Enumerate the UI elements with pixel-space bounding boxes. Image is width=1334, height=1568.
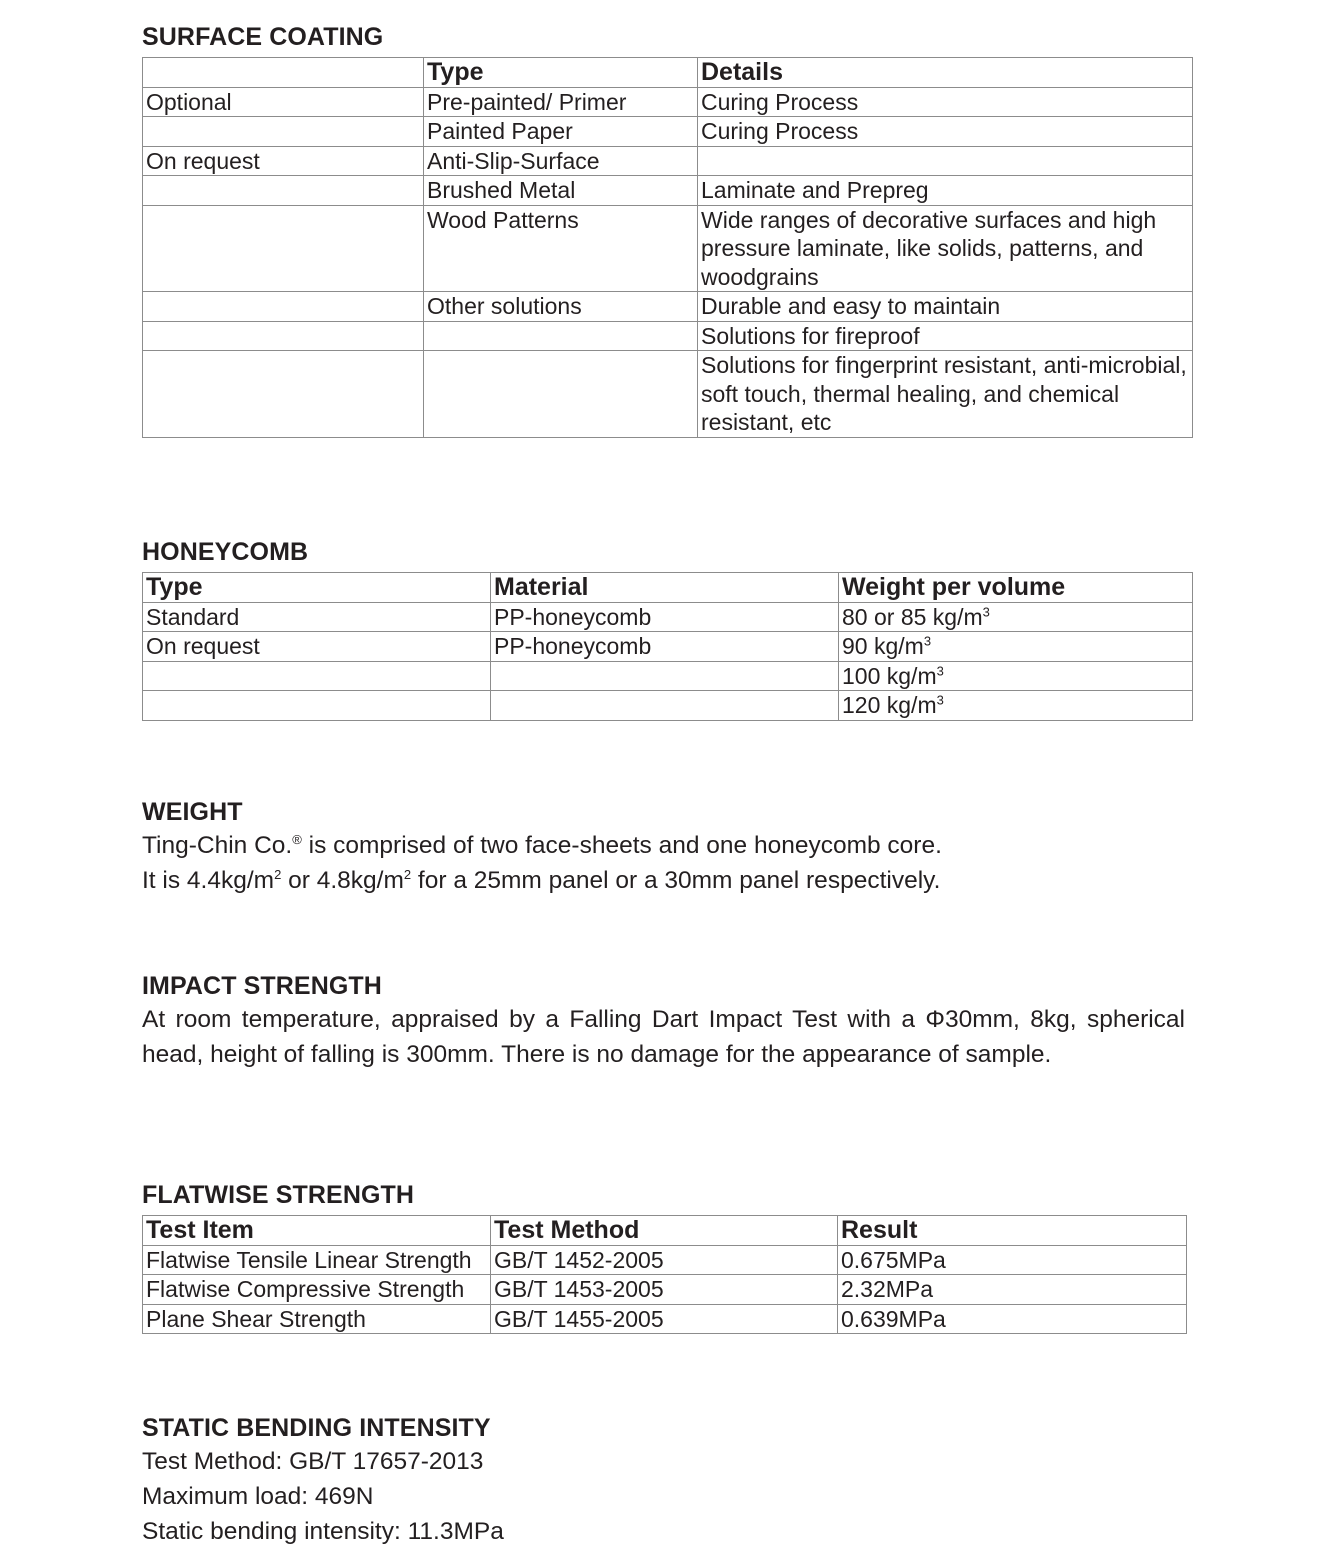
table-row (143, 691, 1193, 721)
weight-line-1 (142, 828, 942, 863)
static-bending-line: Test Method: GB/T 17657-2013 (142, 1448, 484, 1475)
table-cell: Curing Process (698, 117, 1193, 147)
table-row (143, 1245, 1187, 1275)
header-cell: Type (424, 58, 698, 88)
header-cell (143, 58, 424, 88)
header-cell: Weight per volume (839, 573, 1193, 603)
table-cell (839, 661, 1193, 691)
table-cell: Standard (143, 602, 491, 632)
weight-value: 120 kg/m (842, 692, 937, 718)
honeycomb-title: HONEYCOMB (142, 538, 309, 566)
table-row (143, 87, 1193, 117)
table-header-row (143, 573, 1193, 603)
table-cell: On request (143, 146, 424, 176)
table-row (143, 292, 1193, 322)
table-cell: Wood Patterns (424, 205, 698, 292)
table-cell: GB/T 1452-2005 (491, 1245, 838, 1275)
honeycomb-table (142, 572, 1193, 721)
header-cell: Test Item (143, 1216, 491, 1246)
table-cell (491, 661, 839, 691)
text-run: is comprised of two face-sheets and one honeycomb core. (301, 832, 942, 859)
static-bending-title: STATIC BENDING INTENSITY (142, 1414, 491, 1442)
table-cell: PP-honeycomb (491, 602, 839, 632)
table-cell: Optional (143, 87, 424, 117)
table-cell (143, 176, 424, 206)
table-cell (698, 146, 1193, 176)
superscript: 3 (923, 633, 932, 649)
text-run: or 4.8kg/m (281, 867, 404, 894)
superscript: 3 (936, 662, 944, 678)
honeycomb-section (142, 537, 1193, 721)
table-cell: PP-honeycomb (491, 632, 839, 662)
flatwise-strength-table (142, 1215, 1187, 1334)
table-cell (143, 691, 491, 721)
impact-strength-title: IMPACT STRENGTH (142, 972, 382, 1000)
table-cell: Wide ranges of decorative surfaces and high pressure laminate, like solids, patterns, and woodgrains (698, 205, 1193, 292)
table-row (143, 661, 1193, 691)
table-row (143, 351, 1193, 438)
surface-coating-table (142, 57, 1193, 438)
table-cell (143, 117, 424, 147)
header-cell: Details (698, 58, 1193, 88)
static-bending-line: Static bending intensity: 11.3MPa (142, 1518, 504, 1545)
table-cell: Flatwise Compressive Strength (143, 1275, 491, 1305)
impact-strength-text: At room temperature, appraised by a Falling Dart Impact Test with a Φ30mm, 8kg, spherical head, height of falling is 300mm. There is no damage for the appearance of sample. (142, 1006, 1185, 1068)
header-cell: Test Method (491, 1216, 838, 1246)
table-cell: 0.675MPa (838, 1245, 1187, 1275)
table-cell: Flatwise Tensile Linear Strength (143, 1245, 491, 1275)
text-run: Ting-Chin Co. (142, 832, 293, 859)
table-row (143, 1304, 1187, 1334)
flatwise-strength-section (142, 1180, 1187, 1334)
static-bending-line: Maximum load: 469N (142, 1483, 374, 1510)
registered-mark: ® (292, 831, 302, 847)
table-header-row (143, 58, 1193, 88)
table-row (143, 632, 1193, 662)
weight-title: WEIGHT (142, 798, 243, 826)
table-cell: GB/T 1453-2005 (491, 1275, 838, 1305)
table-row (143, 602, 1193, 632)
header-cell: Result (838, 1216, 1187, 1246)
table-row (143, 117, 1193, 147)
table-cell (424, 321, 698, 351)
table-cell: Solutions for fingerprint resistant, anti-microbial, soft touch, thermal healing, and chemical resistant, etc (698, 351, 1193, 438)
table-cell (143, 661, 491, 691)
table-cell: GB/T 1455-2005 (491, 1304, 838, 1334)
weight-value: 80 or 85 kg/m (842, 603, 983, 630)
table-cell (143, 321, 424, 351)
header-cell: Type (143, 573, 491, 603)
table-cell (143, 292, 424, 322)
table-cell: Durable and easy to maintain (698, 292, 1193, 322)
table-cell: Other solutions (424, 292, 698, 322)
header-cell: Material (491, 573, 839, 603)
table-header-row (143, 1216, 1187, 1246)
table-cell (839, 602, 1193, 632)
text-run: for a 25mm panel or a 30mm panel respectively. (411, 867, 941, 894)
table-cell: Painted Paper (424, 117, 698, 147)
surface-coating-section (142, 22, 1193, 438)
text-run: It is 4.4kg/m (142, 867, 275, 894)
table-cell: 0.639MPa (838, 1304, 1187, 1334)
table-row (143, 176, 1193, 206)
table-row (143, 146, 1193, 176)
table-cell: Curing Process (698, 87, 1193, 117)
table-cell: Brushed Metal (424, 176, 698, 206)
impact-strength-section (142, 971, 1185, 1072)
weight-value: 90 kg/m (842, 633, 924, 659)
table-row (143, 1275, 1187, 1305)
weight-value: 100 kg/m (842, 662, 937, 689)
flatwise-strength-title: FLATWISE STRENGTH (142, 1181, 415, 1209)
superscript: 3 (982, 603, 990, 619)
weight-section (142, 797, 942, 898)
superscript: 3 (936, 692, 944, 708)
table-cell (143, 351, 424, 438)
table-cell (491, 691, 839, 721)
table-row (143, 321, 1193, 351)
table-cell (143, 205, 424, 292)
table-cell: Anti-Slip-Surface (424, 146, 698, 176)
table-row (143, 205, 1193, 292)
table-cell: Laminate and Prepreg (698, 176, 1193, 206)
table-cell: Pre-painted/ Primer (424, 87, 698, 117)
table-cell (839, 632, 1193, 662)
superscript: 2 (274, 866, 282, 882)
table-cell: On request (143, 632, 491, 662)
table-cell (839, 691, 1193, 721)
surface-coating-title: SURFACE COATING (142, 23, 384, 51)
static-bending-section (142, 1413, 504, 1549)
superscript: 2 (403, 866, 412, 882)
table-cell: Solutions for fireproof (698, 321, 1193, 351)
table-cell: 2.32MPa (838, 1275, 1187, 1305)
table-cell: Plane Shear Strength (143, 1304, 491, 1334)
table-cell (424, 351, 698, 438)
weight-line-2 (142, 863, 942, 898)
